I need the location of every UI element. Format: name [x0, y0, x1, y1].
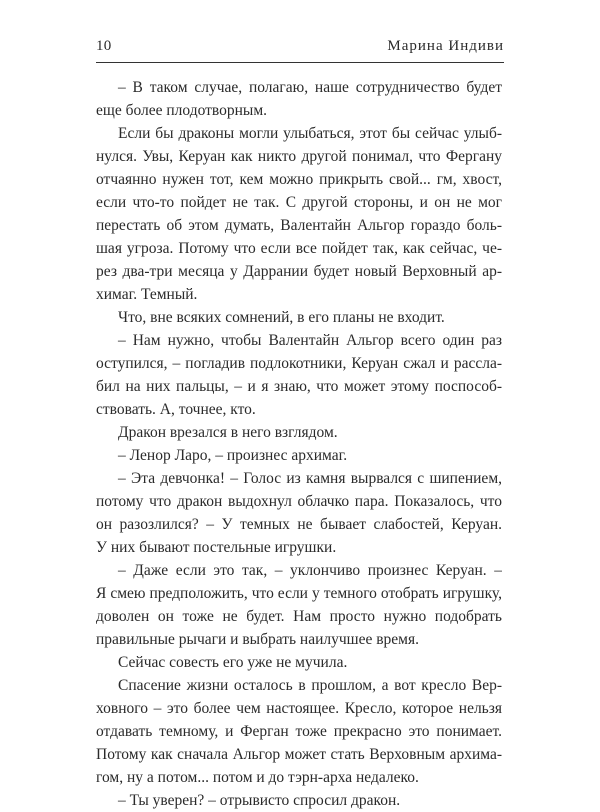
text-line: гом, ну а потом... потом и до тэрн-арха недалеко.: [96, 769, 419, 786]
text-line: Я смею предположить, что если у темного отобрать игрушку,: [96, 585, 502, 602]
text-line: Спасение жизни осталось в прошлом, а вот кресло Вер-: [118, 677, 502, 694]
text-line: Потому как сначала Альгор может стать Верховным архима-: [96, 746, 502, 763]
text-line: Что, вне всяких сомнений, в его планы не входит.: [118, 309, 445, 326]
running-head-author: Марина Индиви: [387, 38, 504, 54]
page-number: 10: [96, 38, 112, 54]
text-line: потому что дракон выдохнул облачко пара. Показалось, что: [96, 493, 502, 510]
text-line: ховного – это более чем настоящее. Кресло, которое нельзя: [96, 700, 502, 717]
text-line: отдавать темному, и Ферган тоже прекрасно это понимает.: [96, 723, 502, 740]
text-line: – Даже если это так, – уклончиво произнес Керуан. –: [118, 562, 502, 579]
text-line: Сейчас совесть его уже не мучила.: [118, 654, 348, 671]
text-line: перестать об этом думать, Валентайн Альгор гораздо боль-: [96, 217, 502, 234]
text-line: – В таком случае, полагаю, наше сотрудничество будет: [118, 79, 502, 96]
text-body: [96, 76, 502, 812]
text-line: еще более плодотворным.: [96, 102, 268, 119]
text-line: – Ленор Ларо, – произнес архимаг.: [118, 447, 348, 464]
text-line: он разозлился? – У темных не бывает слабостей, Керуан.: [96, 516, 502, 533]
text-line: рез два-три месяца у Даррании будет новый Верховный ар-: [96, 263, 502, 280]
text-line: правильные рычаги и выбрать наилучшее время.: [96, 631, 419, 648]
text-line: отчаянно нужен тот, кем можно прикрыть свой... гм, хвост,: [96, 171, 502, 188]
text-line: – Эта девчонка! – Голос из камня вырвался с шипением,: [118, 470, 502, 487]
text-line: ствовать. А, точнее, кто.: [96, 401, 256, 418]
running-header: [96, 38, 504, 63]
text-line: – Нам нужно, чтобы Валентайн Альгор всего один раз: [118, 332, 502, 349]
text-line: Дракон врезался в него взглядом.: [118, 424, 338, 441]
text-line: Если бы драконы могли улыбаться, этот бы сейчас улыб-: [118, 125, 502, 142]
text-line: доволен он тоже не будет. Нам просто нужно подобрать: [96, 608, 502, 625]
text-line: У них бывают постельные игрушки.: [96, 539, 337, 556]
text-line: бил на них пальцы, – и я знаю, что может этому поспособ-: [96, 378, 502, 395]
text-line: химаг. Темный.: [96, 286, 198, 303]
text-line: нулся. Увы, Керуан как никто другой понимал, что Фергану: [96, 148, 502, 165]
text-line: оступился, – погладив подлокотники, Керуан сжал и рассла-: [96, 355, 502, 372]
text-line: шая угроза. Потому что если все пойдет так, как сейчас, че-: [96, 240, 502, 257]
text-line: если что-то пойдет не так. С другой стороны, и он не мог: [96, 194, 502, 211]
text-line: – Ты уверен? – отрывисто спросил дракон.: [118, 792, 401, 809]
